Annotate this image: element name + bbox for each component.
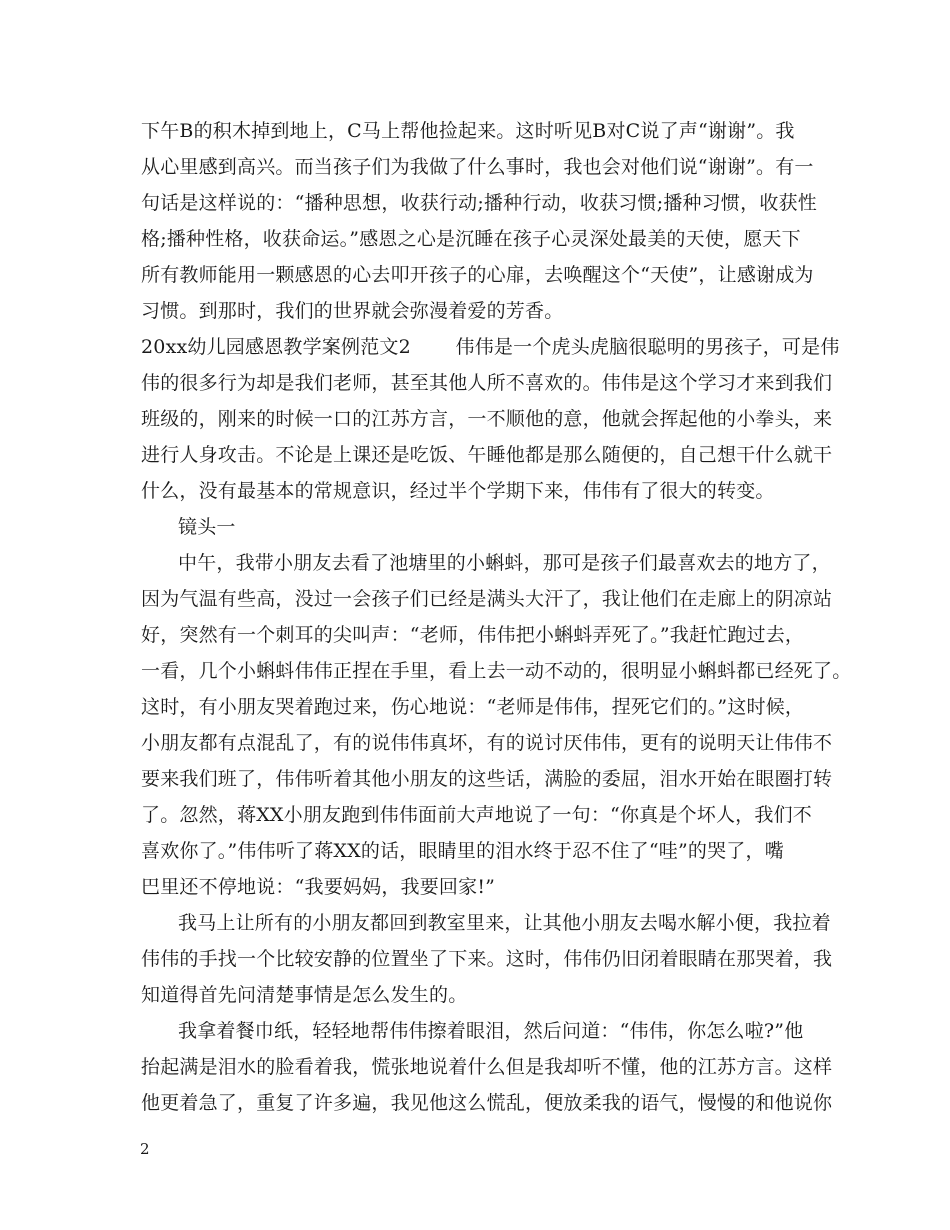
text-line: 巴里还不停地说：“我要妈妈，我要回家!”	[141, 876, 496, 898]
subheading-line: 镜头一	[178, 516, 236, 538]
text-line: 下午B的积木掉到地上，C马上帮他捡起来。这时听见B对C说了声“谢谢”。我	[141, 120, 795, 142]
text-line: 伟的很多行为却是我们老师，甚至其他人所不喜欢的。伟伟是这个学习才来到我们	[141, 372, 833, 394]
paragraph-first-line: 我马上让所有的小朋友都回到教室里来，让其他小朋友去喝水解小便，我拉着	[178, 912, 831, 934]
text-line: 这时，有小朋友哭着跑过来，伤心地说：“老师是伟伟，捏死它们的。”这时候，	[141, 696, 805, 718]
text-line: 班级的，刚来的时候一口的江苏方言，一不顺他的意，他就会挥起他的小拳头，来	[141, 408, 833, 430]
text-line: 小朋友都有点混乱了，有的说伟伟真坏，有的说讨厌伟伟，更有的说明天让伟伟不	[141, 732, 833, 754]
text-line: 要来我们班了，伟伟听着其他小朋友的这些话，满脸的委屈，泪水开始在眼圈打转	[141, 768, 833, 790]
text-line: 一看，几个小蝌蚪伟伟正捏在手里，看上去一动不动的，很明显小蝌蚪都已经死了。	[141, 660, 852, 682]
text-line: 格;播种性格，收获命运。”感恩之心是沉睡在孩子心灵深处最美的天使，愿天下	[141, 228, 801, 250]
text-line: 他更着急了，重复了许多遍，我见他这么慌乱，便放柔我的语气，慢慢的和他说你	[141, 1092, 833, 1114]
text-line: 因为气温有些高，没过一会孩子们已经是满头大汗了，我让他们在走廊上的阴凉站	[141, 588, 833, 610]
text-line: 所有教师能用一颗感恩的心去叩开孩子的心扉，去唤醒这个“天使”，让感谢成为	[141, 264, 814, 286]
text-line: 伟伟的手找一个比较安静的位置坐了下来。这时，伟伟仍旧闭着眼睛在那哭着，我	[141, 948, 833, 970]
page-number: 2	[140, 1140, 150, 1158]
text-line: 什么，没有最基本的常规意识，经过半个学期下来，伟伟有了很大的转变。	[141, 480, 775, 502]
text-line: 从心里感到高兴。而当孩子们为我做了什么事时，我也会对他们说“谢谢”。有一	[141, 156, 814, 178]
text-line: 习惯。到那时，我们的世界就会弥漫着爱的芳香。	[141, 300, 564, 322]
text-line: 进行人身攻击。不论是上课还是吃饭、午睡他都是那么随便的，自己想干什么就干	[141, 444, 833, 466]
text-line: 句话是这样说的：“播种思想，收获行动;播种行动，收获习惯;播种习惯，收获性	[141, 192, 817, 214]
text-line: 抬起满是泪水的脸看着我，慌张地说着什么但是我却听不懂，他的江苏方言。这样	[141, 1056, 833, 1078]
text-line: 好，突然有一个刺耳的尖叫声：“老师，伟伟把小蝌蚪弄死了。”我赶忙跑过去，	[141, 624, 805, 646]
text-line: 喜欢你了。”伟伟听了蒋XX的话，眼睛里的泪水终于忍不住了“哇”的哭了，嘴	[141, 840, 784, 862]
section-heading-line: 20xx幼儿园感恩教学案例范文2 伟伟是一个虎头虎脑很聪明的男孩子，可是伟	[141, 336, 840, 358]
text-line: 了。忽然，蒋XX小朋友跑到伟伟面前大声地说了一句：“你真是个坏人，我们不	[141, 804, 812, 826]
text-line: 知道得首先问清楚事情是怎么发生的。	[141, 984, 468, 1006]
paragraph-first-line: 中午，我带小朋友去看了池塘里的小蝌蚪，那可是孩子们最喜欢去的地方了，	[178, 552, 831, 574]
paragraph-first-line: 我拿着餐巾纸，轻轻地帮伟伟擦着眼泪，然后问道：“伟伟，你怎么啦?”他	[178, 1020, 804, 1042]
